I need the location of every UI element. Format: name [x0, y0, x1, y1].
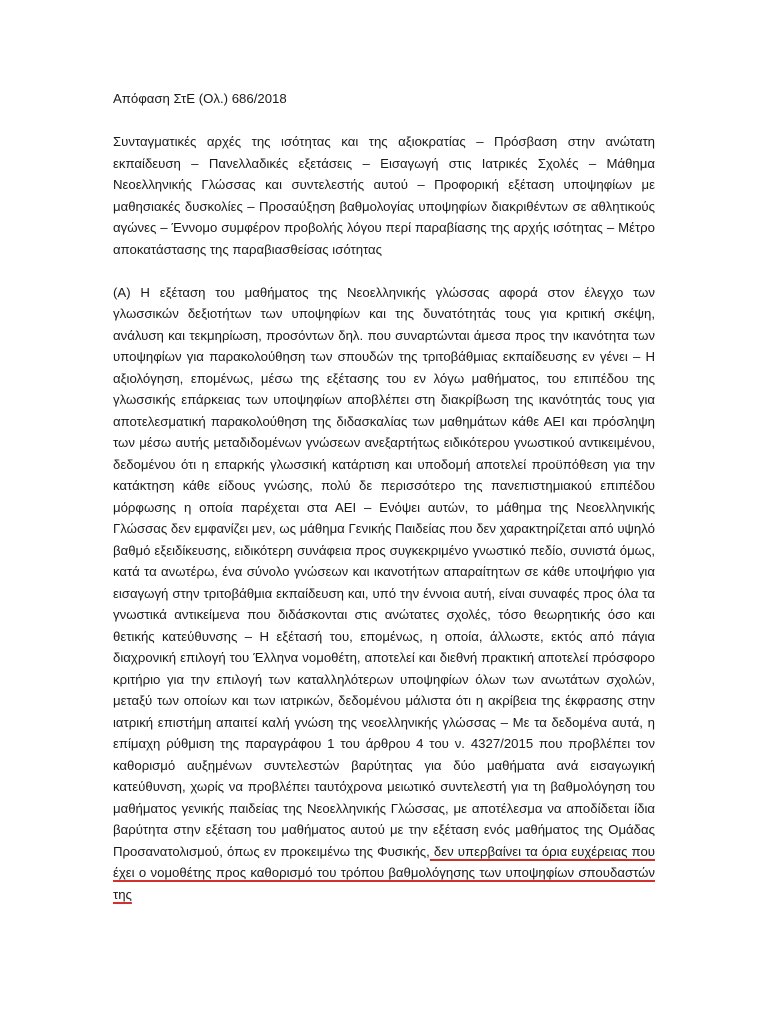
body-text: (Α) Η εξέταση του μαθήματος της Νεοελληνικής γλώσσας αφορά στον έλεγχο των γλωσσικών δεξιοτήτων των υποψηφίων και της δυνατότητάς τους για κριτική σκέψη, ανάλυση και τεκμηρίωση, προσόντων δηλ. που συναρτώνται άμεσα προς την ικανότητα των υποψηφίων για παρακολούθηση των σπουδών της τριτοβάθμιας εκπαίδευσης εν γένει – Η αξιολόγηση, επομένως, μέσω της εξέτασης του εν λόγω μαθήματος, του επιπέδου της γλωσσικής επάρκειας των υποψηφίων αποβλέπει στη διακρίβωση της ικανότητάς τους για αποτελεσματική παρακολούθηση της διδασκαλίας των μαθημάτων κάθε ΑΕΙ και πρόσληψη των μέσω αυτής μεταδιδομένων γνώσεων ανεξαρτήτως ειδικότερου γνωστικού αντικειμένου, δεδομένου ότι η επαρκής γλωσσική κατάρτιση και υποδομή αποτελεί προϋπόθεση για την κατάκτηση κάθε είδους γνώσης, πολύ δε περισσότερο της πανεπιστημιακού επιπέδου μόρφωσης η οποία παρέχεται στα ΑΕΙ – Ενόψει αυτών, το μάθημα της Νεοελληνικής Γλώσσας δεν εμφανίζει μεν, ως μάθημα Γενικής Παιδείας που δεν χαρακτηρίζεται από υψηλό βαθμό εξειδίκευσης, ειδικότερη συνάφεια προς συγκεκριμένο γνωστικό πεδίο, συνιστά όμως, κατά τα ανωτέρω, ένα σύνολο γνώσεων και ικανοτήτων απαραίτητων σε κάθε υποψήφιο για εισαγωγή στην τριτοβάθμια εκπαίδευση και, υπό την έννοια αυτή, είναι συναφές προς όλα τα γνωστικά αντικείμενα που διδάσκονται στις ανώτατες σχολές, τόσο θεωρητικής όσο και θετικής κατεύθυνσης – Η εξέτασή του, επομένως, η οποία, άλλωστε, εκτός από πάγια διαχρονική επιλογή του Έλληνα νομοθέτη, αποτελεί και διεθνή πρακτική αποτελεί πρόσφορο κριτήριο για την επιλογή των καταλληλότερων υποψηφίων όλων των ανωτάτων σχολών, μεταξύ των οποίων και των ιατρικών, δεδομένου μάλιστα ότι η ακρίβεια της έκφρασης στην ιατρική επιστήμη απαιτεί καλή γνώση της νεοελληνικής γλώσσας – Με τα δεδομένα αυτά, η επίμαχη ρύθμιση της παραγράφου 1 του άρθρου 4 του ν. 4327/2015 που προβλέπει τον καθορισμό αυξημένων συντελεστών βαρύτητας για δύο μαθήματα ανά εισαγωγική κατεύθυνση, χωρίς να προβλέπει ταυτόχρονα μειωτικό συντελεστή για τη βαθμολόγηση του μαθήματος γενικής παιδείας της Νεοελληνικής Γλώσσας, με αποτέλεσμα να αποδίδεται ίδια βαρύτητα στην εξέταση του μαθήματος αυτού με την εξέταση ενός μαθήματος της Ομάδας Προσανατολισμού, όπως εν προκειμένω της Φυσικής,: [113, 284, 655, 859]
document-summary: Συνταγματικές αρχές της ισότητας και της αξιοκρατίας – Πρόσβαση στην ανώτατη εκπαίδευση – Πανελλαδικές εξετάσεις – Εισαγωγή στις Ιατρικές Σχολές – Μάθημα Νεοελληνικής Γλώσσας και συντελεστής αυτού – Προφορική εξέταση υποψηφίων με μαθησιακές δυσκολίες – Προσαύξηση βαθμολογίας υποψηφίων διακριθέντων σε αθλητικούς αγώνες – Έννομο συμφέρον προβολής λόγου περί παραβίασης της αρχής ισότητας – Μέτρο αποκατάστασης της παραβιασθείσας ισότητας: [113, 134, 655, 257]
document-body: [113, 282, 655, 906]
underlined-text: δεν υπερβαίνει τα όρια ευχέρειας που έχει ο νομοθέτης προς καθορισμό του τρόπου βαθμολόγησης των υποψηφίων σπουδαστών της: [113, 843, 655, 902]
document-title: Απόφαση ΣτΕ (Ολ.) 686/2018: [113, 91, 287, 106]
